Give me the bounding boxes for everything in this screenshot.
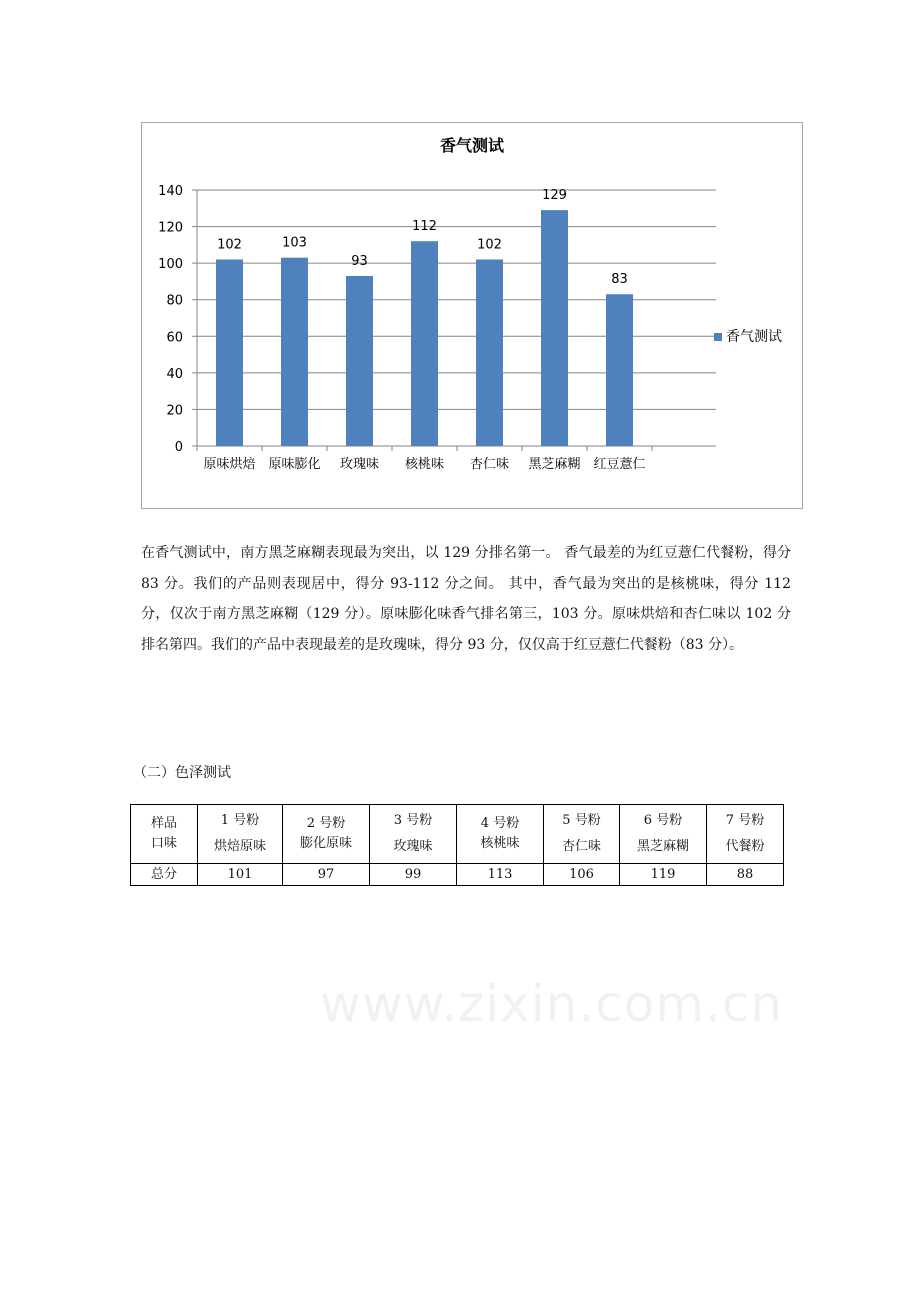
data-label: 102 — [477, 237, 502, 253]
bar — [216, 259, 243, 446]
x-tick-label: 杏仁味 — [469, 457, 510, 472]
header-line-1: 1 号粉 — [220, 813, 260, 828]
watermark: www.zixin.com.cn — [320, 975, 784, 1033]
header-line-1: 3 号粉 — [393, 813, 433, 828]
total-cell: 97 — [283, 864, 370, 886]
bar-chart-svg — [142, 123, 802, 508]
y-tick-label: 120 — [158, 220, 183, 236]
header-line-1: 6 号粉 — [643, 813, 683, 828]
x-tick-label: 玫瑰味 — [339, 457, 380, 472]
header-line-2: 杏仁味 — [561, 839, 601, 854]
header-cell — [131, 805, 198, 864]
data-label: 129 — [542, 188, 567, 204]
row-label: 总分 — [131, 864, 198, 886]
y-tick-label: 60 — [166, 330, 183, 346]
header-cell — [457, 805, 544, 864]
header-cell — [544, 805, 620, 864]
header-line-1: 样品 — [150, 816, 177, 831]
bar — [541, 210, 568, 446]
header-line-1: 5 号粉 — [562, 813, 601, 828]
header-line-1: 4 号粉 — [480, 816, 520, 831]
x-tick-label: 红豆薏仁 — [593, 457, 646, 472]
header-cell — [620, 805, 707, 864]
y-tick-label: 80 — [166, 293, 183, 309]
x-tick-label: 黑芝麻糊 — [528, 457, 581, 472]
header-cell — [198, 805, 283, 864]
total-cell: 119 — [620, 864, 707, 886]
header-cell — [370, 805, 457, 864]
header-line-2: 代餐粉 — [725, 839, 765, 854]
data-label: 93 — [351, 253, 368, 269]
y-tick-label: 100 — [158, 257, 183, 273]
data-label: 112 — [412, 219, 437, 235]
header-line-2: 膨化原味 — [299, 836, 352, 851]
header-line-1: 2 号粉 — [306, 816, 346, 831]
header-line-2: 黑芝麻糊 — [636, 839, 689, 854]
header-line-1: 7 号粉 — [725, 813, 765, 828]
x-tick-label: 核桃味 — [404, 457, 445, 472]
header-cell — [283, 805, 370, 864]
total-cell: 106 — [544, 864, 620, 886]
legend-label: 香气测试 — [726, 329, 782, 345]
bar — [476, 259, 503, 446]
bar — [346, 276, 373, 446]
legend-swatch — [714, 333, 722, 341]
aroma-analysis-paragraph — [141, 538, 791, 660]
header-line-2: 烘焙原味 — [213, 839, 266, 854]
section-title: （二）色泽测试 — [133, 765, 231, 781]
chart-title: 香气测试 — [439, 136, 504, 155]
y-tick-label: 140 — [158, 184, 183, 199]
color-test-table — [130, 804, 784, 886]
paragraph-text: 在香气测试中，南方黑芝麻糊表现最为突出，以 129 分排名第一。 香气最差的为红豆薏仁代餐粉，得分 83 分。我们的产品则表现居中，得分 93-112 分之间。 其中，香气最为突出的是核桃味，得分 112 分，仅次于南方黑芝麻糊（129 分）。原味膨化味香气排名第三，103 分。原味烘焙和杏仁味以 102 分排名第四。我们的产品中表现最差的是玫瑰味，得分 93 分，仅仅高于红豆薏仁代餐粉（83 分）。 — [141, 545, 791, 653]
data-label: 102 — [217, 237, 242, 253]
header-line-2: 口味 — [150, 836, 177, 851]
header-line-2: 核桃味 — [480, 836, 520, 851]
aroma-chart — [141, 122, 803, 509]
header-cell — [707, 805, 784, 864]
data-label: 83 — [611, 272, 628, 288]
total-cell: 88 — [707, 864, 784, 886]
bar — [281, 258, 308, 446]
x-tick-label: 原味膨化 — [268, 457, 321, 472]
y-tick-label: 40 — [166, 366, 183, 382]
x-tick-label: 原味烘焙 — [203, 457, 256, 472]
header-line-2: 玫瑰味 — [393, 839, 433, 854]
total-cell: 113 — [457, 864, 544, 886]
y-tick-label: 20 — [166, 403, 183, 419]
bar — [606, 294, 633, 446]
bar — [411, 241, 438, 446]
y-tick-label: 0 — [174, 440, 183, 455]
table-header-row — [131, 805, 784, 864]
table-row — [131, 864, 784, 886]
total-cell: 99 — [370, 864, 457, 886]
data-label: 103 — [282, 235, 307, 251]
total-cell: 101 — [198, 864, 283, 886]
